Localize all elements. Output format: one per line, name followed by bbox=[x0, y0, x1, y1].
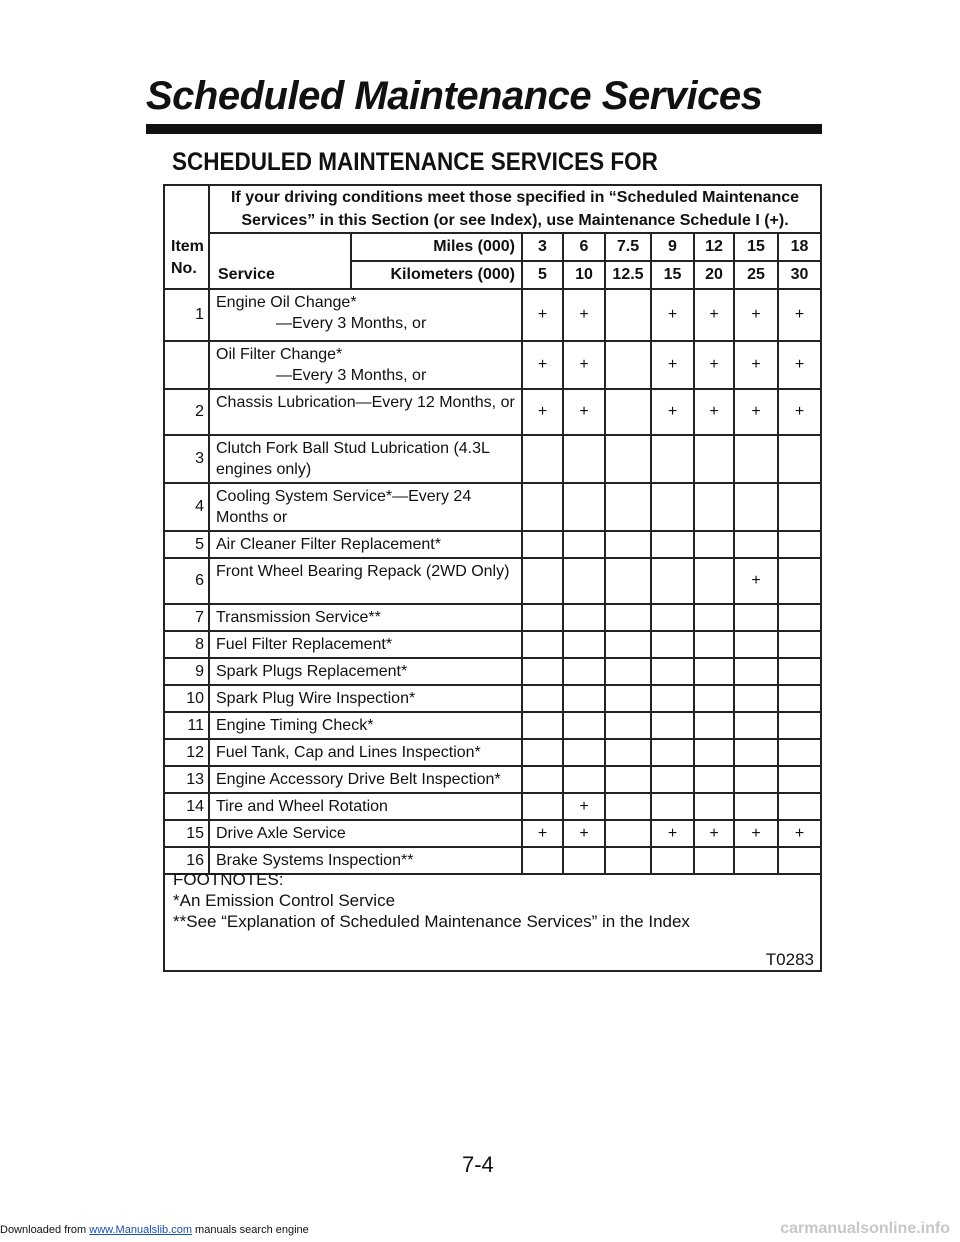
schedule-mark bbox=[522, 658, 563, 685]
title-rule bbox=[146, 124, 822, 134]
schedule-mark bbox=[734, 531, 778, 558]
schedule-mark bbox=[563, 631, 605, 658]
schedule-mark bbox=[694, 766, 734, 793]
miles-row bbox=[165, 233, 820, 261]
schedule-mark: + bbox=[522, 341, 563, 389]
service-header: Service bbox=[209, 233, 351, 289]
schedule-mark: + bbox=[694, 820, 734, 847]
item-number: 11 bbox=[165, 712, 209, 739]
schedule-mark bbox=[605, 658, 651, 685]
schedule-mark bbox=[563, 604, 605, 631]
footnote-explanation: **See “Explanation of Scheduled Maintenance Services” in the Index bbox=[173, 912, 690, 931]
schedule-mark: + bbox=[563, 820, 605, 847]
table-row bbox=[165, 341, 820, 389]
table-row bbox=[165, 483, 820, 531]
schedule-mark: + bbox=[522, 289, 563, 341]
download-suffix: manuals search engine bbox=[195, 1224, 309, 1236]
schedule-mark bbox=[605, 435, 651, 483]
miles-interval-1: 6 bbox=[563, 233, 605, 261]
schedule-mark: + bbox=[563, 793, 605, 820]
schedule-mark bbox=[522, 739, 563, 766]
schedule-mark bbox=[651, 483, 694, 531]
footnotes bbox=[173, 869, 813, 932]
service-description bbox=[209, 289, 522, 341]
schedule-mark: + bbox=[778, 389, 820, 435]
schedule-mark bbox=[563, 712, 605, 739]
schedule-mark bbox=[694, 739, 734, 766]
schedule-mark bbox=[563, 658, 605, 685]
service-name: Transmission Service** bbox=[216, 609, 381, 626]
schedule-mark bbox=[778, 712, 820, 739]
item-number: 6 bbox=[165, 558, 209, 604]
schedule-mark bbox=[734, 685, 778, 712]
schedule-mark: + bbox=[694, 341, 734, 389]
schedule-mark bbox=[522, 435, 563, 483]
item-number: 8 bbox=[165, 631, 209, 658]
maintenance-schedule-table bbox=[165, 186, 820, 875]
schedule-mark bbox=[778, 658, 820, 685]
schedule-mark bbox=[734, 604, 778, 631]
service-name: Engine Accessory Drive Belt Inspection* bbox=[216, 771, 501, 788]
service-name: Brake Systems Inspection** bbox=[216, 852, 414, 869]
schedule-mark bbox=[563, 483, 605, 531]
schedule-mark bbox=[651, 604, 694, 631]
maintenance-sheet bbox=[163, 184, 822, 972]
table-row bbox=[165, 531, 820, 558]
kilometers-interval-0: 5 bbox=[522, 261, 563, 289]
schedule-mark bbox=[734, 658, 778, 685]
schedule-mark bbox=[734, 435, 778, 483]
schedule-mark bbox=[734, 739, 778, 766]
kilometers-interval-3: 15 bbox=[651, 261, 694, 289]
table-row bbox=[165, 685, 820, 712]
service-name: Clutch Fork Ball Stud Lubrication (4.3L engines only) bbox=[216, 440, 490, 478]
schedule-mark bbox=[694, 604, 734, 631]
schedule-mark bbox=[605, 766, 651, 793]
item-number bbox=[165, 341, 209, 389]
schedule-mark bbox=[563, 766, 605, 793]
item-number: 7 bbox=[165, 604, 209, 631]
schedule-mark bbox=[522, 604, 563, 631]
service-name: Air Cleaner Filter Replacement* bbox=[216, 536, 441, 553]
page-title: Scheduled Maintenance Services bbox=[146, 74, 763, 118]
schedule-mark bbox=[778, 739, 820, 766]
miles-interval-4: 12 bbox=[694, 233, 734, 261]
schedule-mark bbox=[522, 483, 563, 531]
download-source-bar bbox=[0, 1224, 309, 1236]
schedule-condition-text: If your driving conditions meet those specified in “Scheduled Maintenance Services” in this Section (or see Index), use Maintenance Schedule I (+). bbox=[209, 186, 820, 233]
table-row bbox=[165, 820, 820, 847]
service-name: Engine Timing Check* bbox=[216, 717, 374, 734]
item-number: 16 bbox=[165, 847, 209, 874]
schedule-mark: + bbox=[522, 820, 563, 847]
schedule-mark bbox=[605, 289, 651, 341]
schedule-mark: + bbox=[563, 341, 605, 389]
miles-interval-6: 18 bbox=[778, 233, 820, 261]
schedule-mark bbox=[651, 631, 694, 658]
schedule-mark bbox=[522, 631, 563, 658]
schedule-mark bbox=[651, 766, 694, 793]
service-description bbox=[209, 766, 522, 793]
kilometers-interval-6: 30 bbox=[778, 261, 820, 289]
item-number: 2 bbox=[165, 389, 209, 435]
table-row bbox=[165, 558, 820, 604]
schedule-mark bbox=[778, 604, 820, 631]
table-row bbox=[165, 739, 820, 766]
schedule-mark bbox=[522, 558, 563, 604]
schedule-mark: + bbox=[694, 289, 734, 341]
schedule-mark bbox=[778, 558, 820, 604]
schedule-mark bbox=[651, 658, 694, 685]
schedule-mark bbox=[734, 766, 778, 793]
schedule-mark bbox=[605, 558, 651, 604]
table-row bbox=[165, 435, 820, 483]
schedule-mark: + bbox=[778, 820, 820, 847]
schedule-mark bbox=[734, 631, 778, 658]
schedule-mark bbox=[694, 712, 734, 739]
schedule-mark bbox=[651, 435, 694, 483]
schedule-mark: + bbox=[563, 289, 605, 341]
kilometers-interval-4: 20 bbox=[694, 261, 734, 289]
schedule-mark bbox=[734, 712, 778, 739]
table-row bbox=[165, 766, 820, 793]
service-description bbox=[209, 631, 522, 658]
schedule-mark bbox=[605, 820, 651, 847]
schedule-mark bbox=[563, 558, 605, 604]
section-heading: SCHEDULED MAINTENANCE SERVICES FOR bbox=[172, 148, 658, 176]
schedule-mark bbox=[651, 685, 694, 712]
service-name: Engine Oil Change* bbox=[216, 294, 357, 311]
schedule-mark bbox=[605, 685, 651, 712]
schedule-mark bbox=[694, 483, 734, 531]
table-row bbox=[165, 289, 820, 341]
item-number-header: Item No. bbox=[165, 186, 209, 289]
schedule-mark bbox=[563, 531, 605, 558]
schedule-mark: + bbox=[651, 289, 694, 341]
schedule-mark bbox=[605, 531, 651, 558]
schedule-mark bbox=[522, 766, 563, 793]
schedule-mark: + bbox=[778, 289, 820, 341]
schedule-mark bbox=[694, 435, 734, 483]
schedule-mark bbox=[605, 483, 651, 531]
service-interval: —Every 3 Months, or bbox=[276, 315, 427, 332]
schedule-mark bbox=[522, 531, 563, 558]
service-name: Oil Filter Change* bbox=[216, 346, 343, 363]
schedule-mark bbox=[651, 558, 694, 604]
condition-row bbox=[165, 186, 820, 233]
schedule-mark: + bbox=[778, 341, 820, 389]
service-name: Chassis Lubrication—Every 12 Months, or bbox=[216, 394, 515, 411]
service-name: Tire and Wheel Rotation bbox=[216, 798, 388, 815]
schedule-mark bbox=[778, 483, 820, 531]
schedule-mark bbox=[605, 341, 651, 389]
service-name: Drive Axle Service bbox=[216, 825, 346, 842]
schedule-mark bbox=[563, 739, 605, 766]
service-name: Fuel Filter Replacement* bbox=[216, 636, 393, 653]
schedule-mark bbox=[563, 685, 605, 712]
schedule-mark bbox=[605, 604, 651, 631]
service-description bbox=[209, 341, 522, 389]
service-description bbox=[209, 658, 522, 685]
schedule-mark bbox=[563, 435, 605, 483]
page-number: 7-4 bbox=[462, 1152, 494, 1177]
schedule-mark bbox=[778, 766, 820, 793]
schedule-mark bbox=[778, 793, 820, 820]
item-number: 5 bbox=[165, 531, 209, 558]
schedule-mark bbox=[694, 658, 734, 685]
schedule-mark: + bbox=[734, 289, 778, 341]
download-prefix: Downloaded from bbox=[0, 1224, 87, 1236]
schedule-mark bbox=[734, 793, 778, 820]
table-row bbox=[165, 712, 820, 739]
miles-interval-3: 9 bbox=[651, 233, 694, 261]
miles-header: Miles (000) bbox=[351, 233, 522, 261]
schedule-mark bbox=[694, 685, 734, 712]
item-number: 13 bbox=[165, 766, 209, 793]
schedule-mark: + bbox=[734, 389, 778, 435]
schedule-mark bbox=[651, 739, 694, 766]
schedule-mark bbox=[694, 531, 734, 558]
figure-code: T0283 bbox=[765, 950, 814, 969]
schedule-mark: + bbox=[694, 389, 734, 435]
service-interval: —Every 3 Months, or bbox=[276, 367, 427, 384]
watermark: carmanualsonline.info bbox=[780, 1220, 950, 1237]
service-description bbox=[209, 604, 522, 631]
item-number: 12 bbox=[165, 739, 209, 766]
item-number: 10 bbox=[165, 685, 209, 712]
schedule-mark bbox=[605, 793, 651, 820]
table-row bbox=[165, 793, 820, 820]
schedule-mark bbox=[734, 483, 778, 531]
schedule-mark bbox=[694, 558, 734, 604]
schedule-mark bbox=[651, 712, 694, 739]
service-description bbox=[209, 558, 522, 604]
schedule-mark bbox=[522, 685, 563, 712]
item-number: 9 bbox=[165, 658, 209, 685]
schedule-mark bbox=[778, 435, 820, 483]
service-name: Front Wheel Bearing Repack (2WD Only) bbox=[216, 563, 510, 580]
table-row bbox=[165, 631, 820, 658]
schedule-mark: + bbox=[734, 558, 778, 604]
item-number: 3 bbox=[165, 435, 209, 483]
miles-interval-5: 15 bbox=[734, 233, 778, 261]
kilometers-interval-2: 12.5 bbox=[605, 261, 651, 289]
footnotes-heading: FOOTNOTES: bbox=[173, 870, 284, 889]
service-name: Fuel Tank, Cap and Lines Inspection* bbox=[216, 744, 481, 761]
schedule-mark: + bbox=[734, 820, 778, 847]
table-body bbox=[165, 186, 820, 874]
service-name: Spark Plug Wire Inspection* bbox=[216, 690, 416, 707]
schedule-mark bbox=[651, 793, 694, 820]
item-number: 4 bbox=[165, 483, 209, 531]
service-description bbox=[209, 435, 522, 483]
service-description bbox=[209, 483, 522, 531]
item-number: 14 bbox=[165, 793, 209, 820]
schedule-mark bbox=[605, 712, 651, 739]
footnote-emission: *An Emission Control Service bbox=[173, 891, 396, 910]
manualslib-link[interactable]: www.Manualslib.com bbox=[89, 1224, 192, 1236]
table-row bbox=[165, 658, 820, 685]
service-description bbox=[209, 820, 522, 847]
item-number: 1 bbox=[165, 289, 209, 341]
schedule-mark bbox=[778, 685, 820, 712]
schedule-mark bbox=[694, 631, 734, 658]
kilometers-interval-5: 25 bbox=[734, 261, 778, 289]
service-name: Spark Plugs Replacement* bbox=[216, 663, 408, 680]
schedule-mark bbox=[651, 531, 694, 558]
schedule-mark bbox=[522, 793, 563, 820]
schedule-mark: + bbox=[651, 820, 694, 847]
service-name: Cooling System Service*—Every 24 Months or bbox=[216, 488, 472, 526]
service-description bbox=[209, 739, 522, 766]
schedule-mark: + bbox=[734, 341, 778, 389]
schedule-mark: + bbox=[522, 389, 563, 435]
item-number: 15 bbox=[165, 820, 209, 847]
schedule-mark bbox=[522, 712, 563, 739]
schedule-mark bbox=[694, 793, 734, 820]
schedule-mark: + bbox=[651, 341, 694, 389]
schedule-mark: + bbox=[651, 389, 694, 435]
schedule-mark bbox=[605, 389, 651, 435]
schedule-mark bbox=[605, 739, 651, 766]
table-row bbox=[165, 389, 820, 435]
service-description bbox=[209, 531, 522, 558]
service-description bbox=[209, 793, 522, 820]
table-row bbox=[165, 604, 820, 631]
miles-interval-2: 7.5 bbox=[605, 233, 651, 261]
service-description bbox=[209, 712, 522, 739]
miles-interval-0: 3 bbox=[522, 233, 563, 261]
schedule-mark bbox=[605, 631, 651, 658]
kilometers-header: Kilometers (000) bbox=[351, 261, 522, 289]
schedule-mark bbox=[778, 531, 820, 558]
schedule-mark bbox=[778, 631, 820, 658]
schedule-mark: + bbox=[563, 389, 605, 435]
service-description bbox=[209, 389, 522, 435]
service-description bbox=[209, 685, 522, 712]
kilometers-interval-1: 10 bbox=[563, 261, 605, 289]
